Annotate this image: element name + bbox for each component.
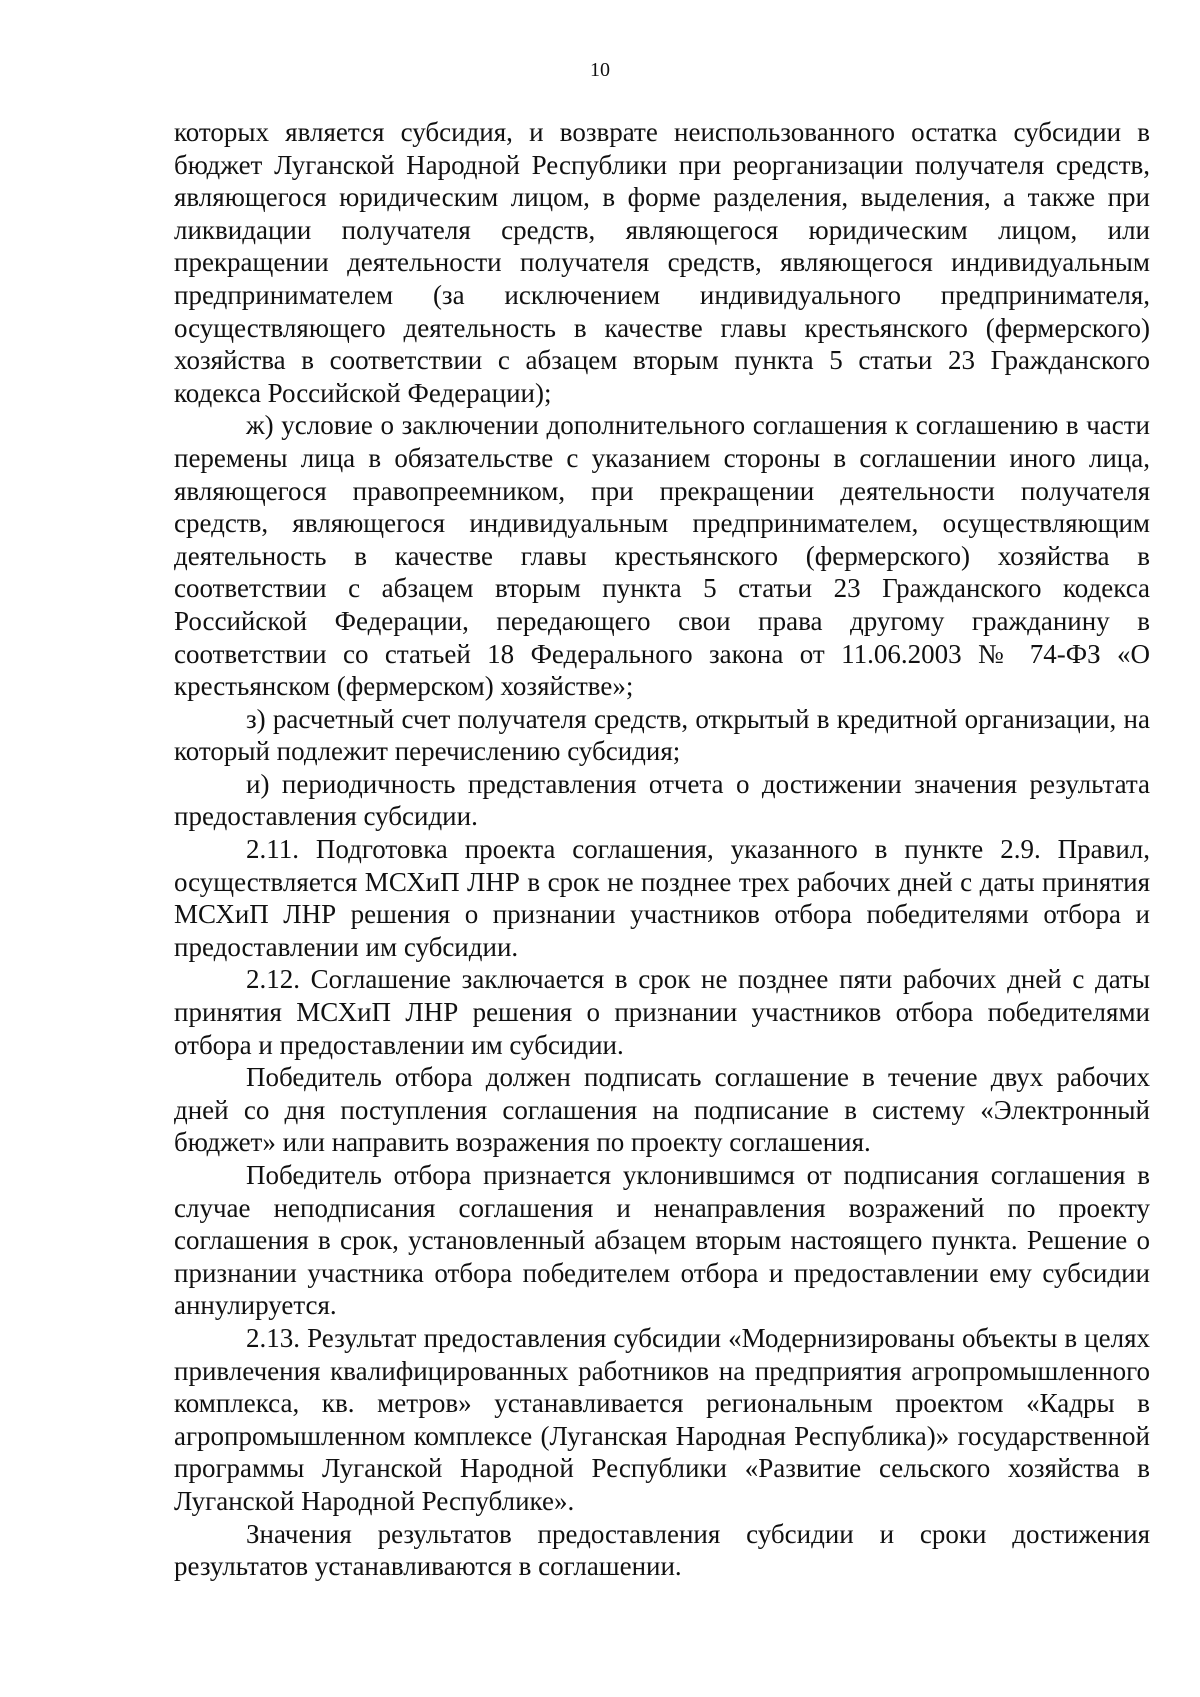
paragraph-2-11: 2.11. Подготовка проекта соглашения, указанного в пункте 2.9. Правил, осуществляется МСХиП ЛНР в срок не позднее трех рабочих дней с даты принятия МСХиП ЛНР решения о признании участников отбора победителями отбора и предоставлении им субсидии. bbox=[174, 834, 1150, 962]
paragraph-item-z: з) расчетный счет получателя средств, открытый в кредитной организации, на который подлежит перечислению субсидия; bbox=[174, 703, 1150, 767]
paragraph-winner-evading: Победитель отбора признается уклонившимся от подписания соглашения в случае неподписания соглашения и ненаправления возражений по проекту соглашения в срок, установленный абзацем вторым настоящего пункта. Решение о признании участника отбора победителем отбора и предоставлении ему субсидии аннулируется. bbox=[174, 1160, 1150, 1321]
paragraph-2-13: 2.13. Результат предоставления субсидии «Модернизированы объекты в целях привлечения квалифицированных работников на предприятия агропромышленного комплекса, кв. метров» устанавливается региональным проектом «Кадры в агропромышленном комплексе (Луганская Народная Республика)» государственной программы Луганской Народной Республики «Развитие сельского хозяйства в Луганской Народной Республике». bbox=[174, 1322, 1150, 1516]
paragraph-item-zh: ж) условие о заключении дополнительного соглашения к соглашению в части перемены лица в обязательстве с указанием стороны в соглашении иного лица, являющегося правопреемником, при прекращении деятельности получателя средств, являющегося индивидуальным предпринимателем, осуществляющим деятельность в качестве главы крестьянского (фермерского) хозяйства в соответствии с абзацем вторым пункта 5 статьи 23 Гражданского кодекса Российской Федерации, передающего свои права другому гражданину в соответствии со статьей 18 Федерального закона от 11.06.2003 № 74-ФЗ «О крестьянском (фермерском) хозяйстве»; bbox=[174, 410, 1150, 702]
paragraph-winner-sign: Победитель отбора должен подписать соглашение в течение двух рабочих дней со дня поступления соглашения на подписание в систему «Электронный бюджет» или направить возражения по проекту соглашения. bbox=[174, 1062, 1150, 1158]
paragraph-results-values: Значения результатов предоставления субсидии и сроки достижения результатов устанавливаются в соглашении. bbox=[174, 1518, 1150, 1582]
paragraph-2-12: 2.12. Соглашение заключается в срок не позднее пяти рабочих дней с даты принятия МСХиП ЛНР решения о признании участников отбора победителями отбора и предоставлении им субсидии. bbox=[174, 964, 1150, 1060]
page-number: 10 bbox=[590, 59, 610, 81]
paragraph-continuation: которых является субсидия, и возврате неиспользованного остатка субсидии в бюджет Луганской Народной Республики при реорганизации получателя средств, являющегося юридическим лицом, в форме разделения, выделения, а также при ликвидации получателя средств, являющегося юридическим лицом, или прекращении деятельности получателя средств, являющегося индивидуальным предпринимателем (за исключением индивидуального предпринимателя, осуществляющего деятельность в качестве главы крестьянского (фермерского) хозяйства в соответствии с абзацем вторым пункта 5 статьи 23 Гражданского кодекса Российской Федерации); bbox=[174, 117, 1150, 408]
document-body bbox=[174, 116, 1150, 1583]
paragraph-item-i: и) периодичность представления отчета о достижении значения результата предоставления субсидии. bbox=[174, 768, 1150, 832]
